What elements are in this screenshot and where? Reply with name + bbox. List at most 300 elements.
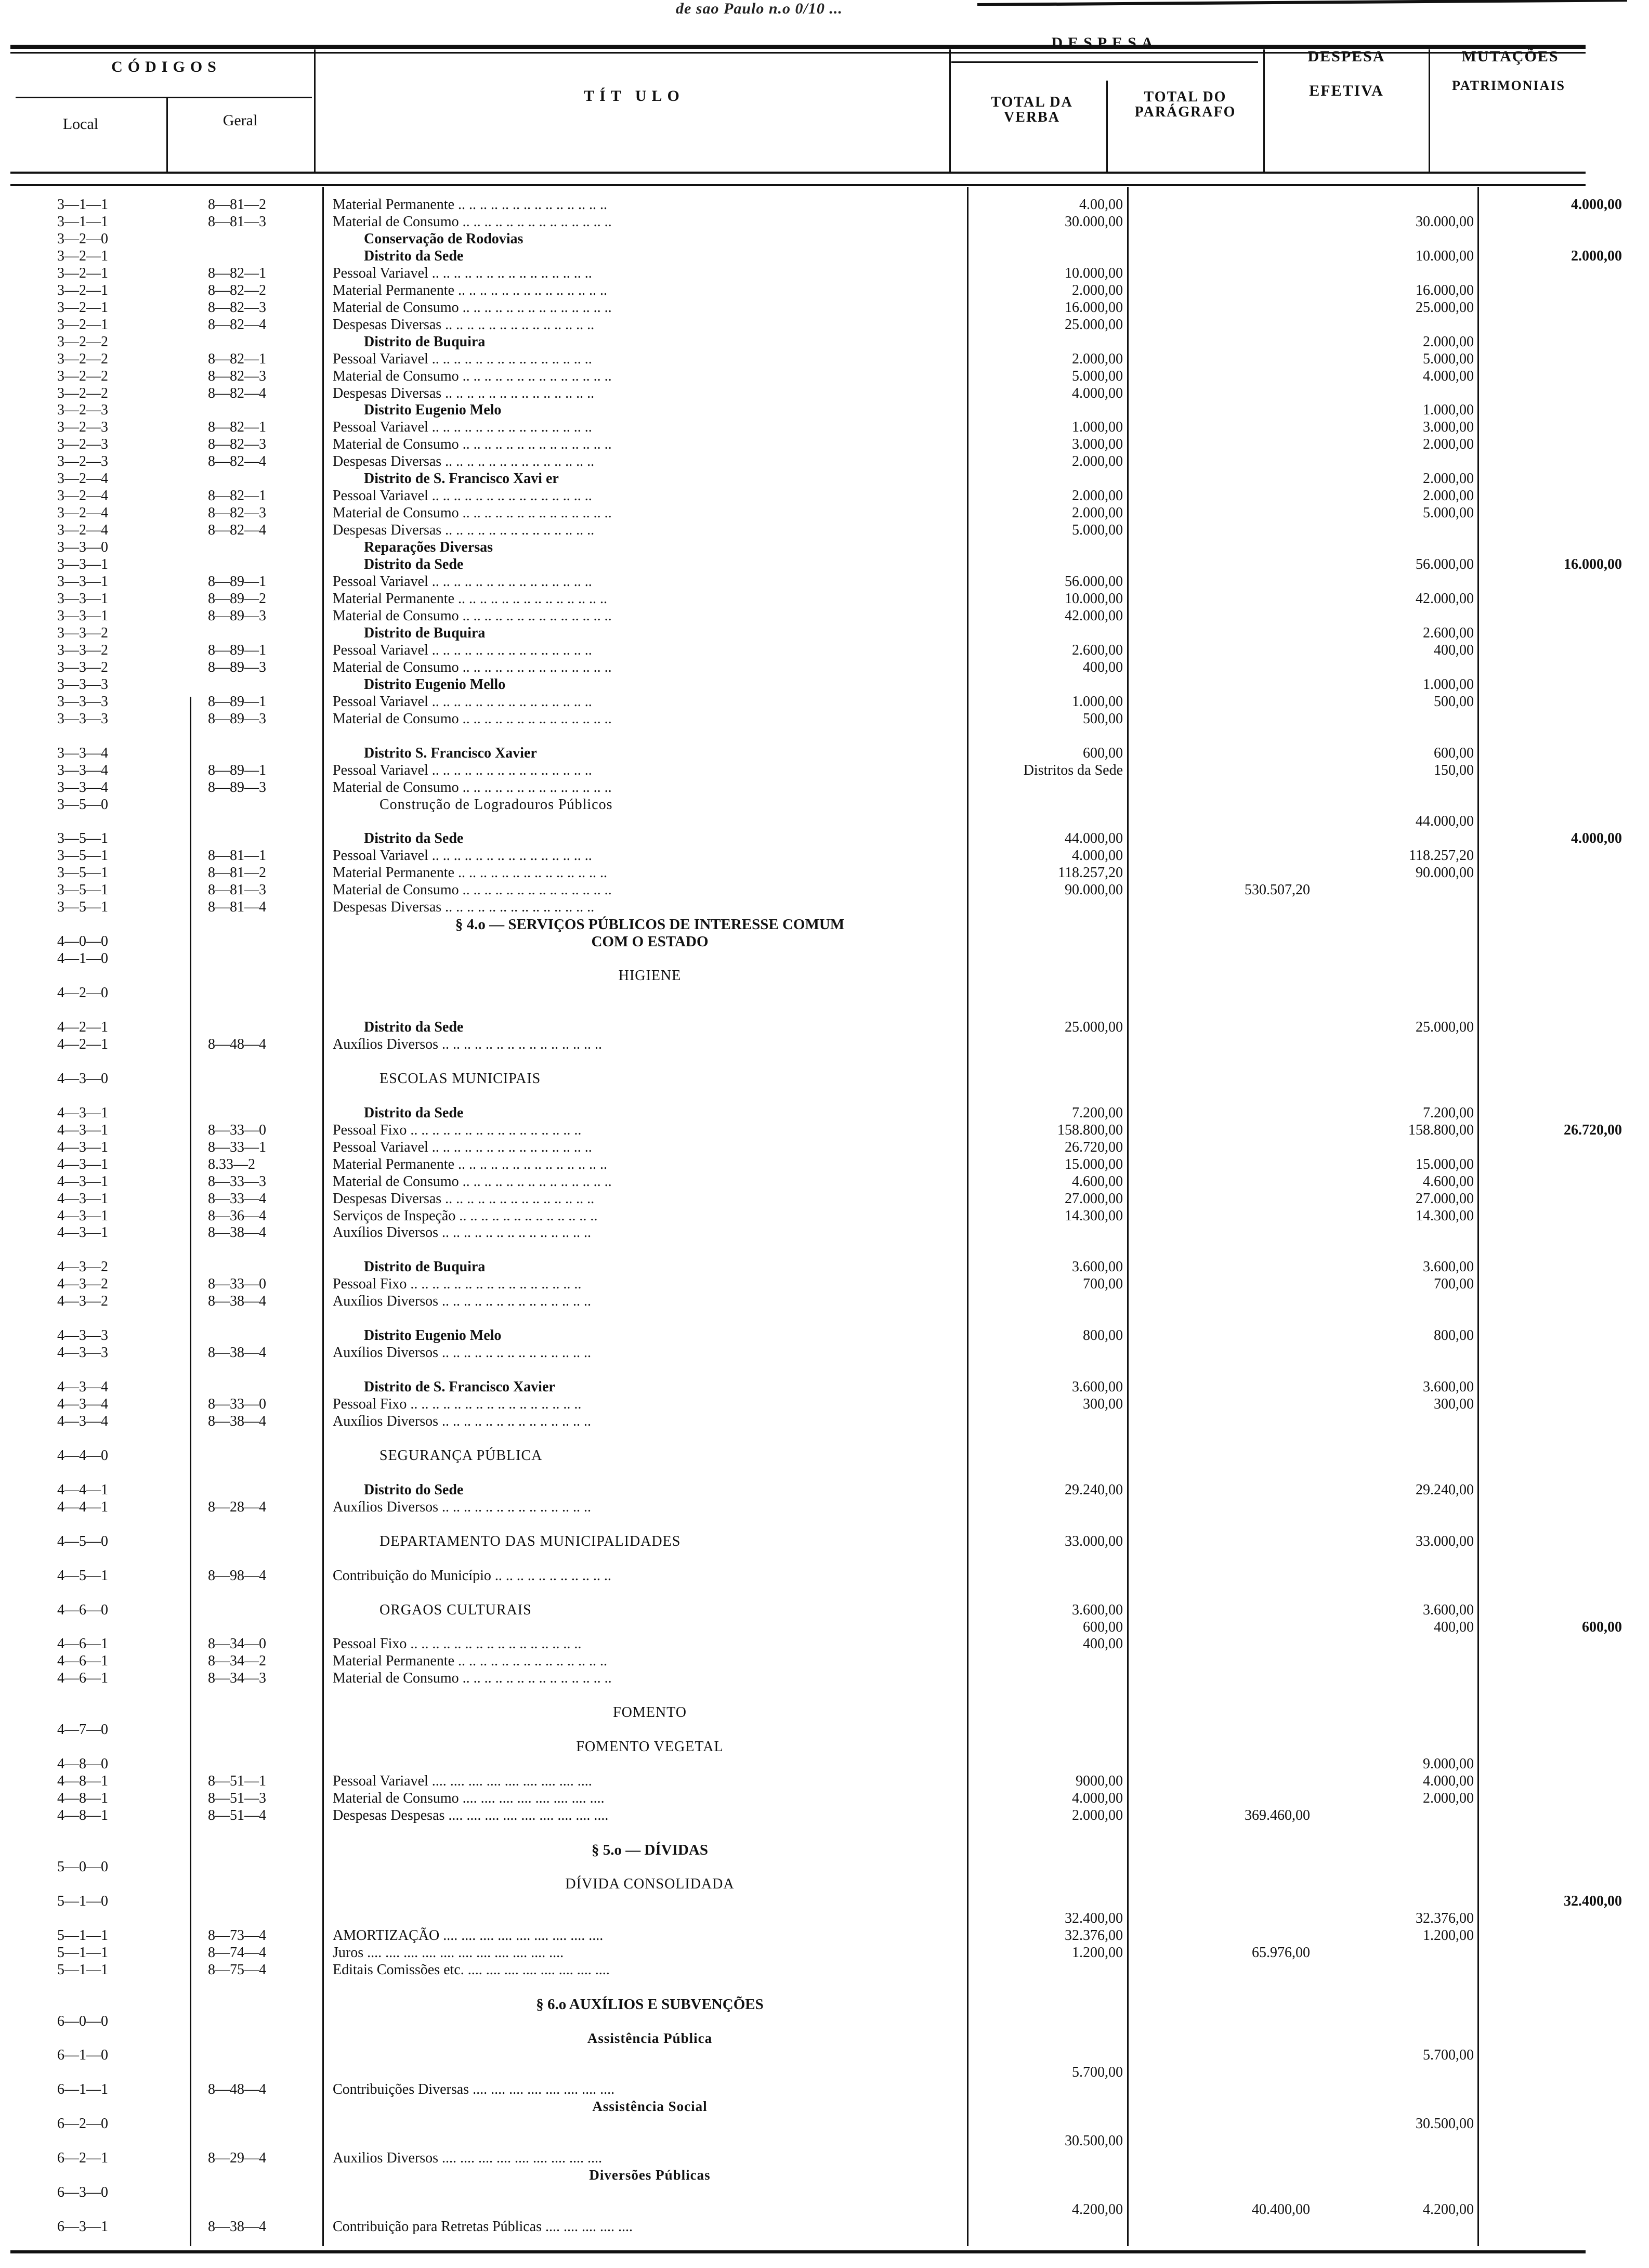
code-local: 3—2—1 <box>57 265 108 281</box>
row-title: FOMENTO <box>613 1704 687 1720</box>
code-local: 5—1—0 <box>57 1893 108 1909</box>
row-title: Distrito da Sede <box>364 556 464 572</box>
row-title: Auxílios Diversos .. .. .. .. .. .. .. .. .. .. .. .. .. .. .. <box>333 1036 602 1052</box>
code-geral: 8—89—3 <box>208 779 266 796</box>
row-title: Material de Consumo .. .. .. .. .. .. .. .. .. .. .. .. .. .. <box>333 368 612 384</box>
code-local: 4—3—1 <box>57 1122 108 1138</box>
code-local: 4—3—1 <box>57 1105 108 1121</box>
row-title: COM O ESTADO <box>591 933 709 950</box>
value-total-verba: 5.000,00 <box>1072 522 1123 538</box>
code-geral: 8—89—3 <box>208 659 266 675</box>
value-total-verba: 2.000,00 <box>1072 282 1123 298</box>
code-local: 6—2—1 <box>57 2150 108 2166</box>
row-title: Material de Consumo .. .. .. .. .. .. .. .. .. .. .. .. .. .. <box>333 299 612 316</box>
code-geral: 8—81—2 <box>208 865 266 881</box>
top-caption: de sao Paulo n.o 0/10 ... <box>676 0 843 17</box>
code-local: 3—2—3 <box>57 402 108 418</box>
body-vline-title-left <box>322 187 324 2246</box>
code-local: 5—1—1 <box>57 1927 108 1944</box>
code-local: 4—6—1 <box>57 1653 108 1669</box>
code-local: 6—3—1 <box>57 2219 108 2235</box>
body-vline-verba <box>967 187 969 2246</box>
row-title: Pessoal Variavel .. .. .. .. .. .. .. .. .. .. .. .. .. .. .. <box>333 762 592 778</box>
code-local: 6—1—0 <box>57 2047 108 2063</box>
value-total-verba: 32.376,00 <box>1065 1927 1123 1944</box>
despesa-underline <box>951 61 1258 63</box>
code-local: 4—8—0 <box>57 1756 108 1772</box>
code-geral: 8—89—3 <box>208 608 266 624</box>
code-geral: 8—89—1 <box>208 762 266 778</box>
row-title: Distrito da Sede <box>364 1019 464 1035</box>
value-mutacoes-patrimoniais: 600,00 <box>1582 1619 1622 1635</box>
row-title: ESCOLAS MUNICIPAIS <box>379 1071 541 1087</box>
code-local: 3—2—4 <box>57 471 108 487</box>
value-total-verba: 118.257,20 <box>1058 865 1123 881</box>
row-title: Pessoal Variavel .. .. .. .. .. .. .. .. .. .. .. .. .. .. .. <box>333 573 592 590</box>
value-total-verba: 44.000,00 <box>1065 830 1123 846</box>
value-despesa-efetiva: 25.000,00 <box>1416 299 1474 316</box>
code-local: 4—0—0 <box>57 933 108 949</box>
value-despesa-efetiva: 90.000,00 <box>1416 865 1474 881</box>
row-title: Pessoal Variavel .. .. .. .. .. .. .. .. .. .. .. .. .. .. .. <box>333 848 592 864</box>
row-title: Material de Consumo .. .. .. .. .. .. .. .. .. .. .. .. .. .. <box>333 1670 612 1686</box>
value-despesa-efetiva: 2.000,00 <box>1423 471 1474 487</box>
code-local: 4—4—1 <box>57 1482 108 1498</box>
row-title: Material de Consumo .. .. .. .. .. .. .. .. .. .. .. .. .. .. <box>333 1174 612 1190</box>
row-title: Pessoal Variavel .... .... .... .... .... .... .... .... .... <box>333 1773 592 1789</box>
header-geral: Geral <box>223 112 258 129</box>
code-local: 4—3—4 <box>57 1396 108 1412</box>
value-despesa-efetiva: 4.200,00 <box>1423 2201 1474 2218</box>
value-despesa-efetiva: 600,00 <box>1434 745 1474 761</box>
code-geral: 8—38—4 <box>208 1345 266 1361</box>
value-despesa-efetiva: 15.000,00 <box>1416 1156 1474 1172</box>
value-despesa-efetiva: 2.000,00 <box>1423 334 1474 350</box>
value-total-verba: 3.600,00 <box>1072 1379 1123 1395</box>
value-total-verba: 3.000,00 <box>1072 436 1123 452</box>
row-title: Pessoal Variavel .. .. .. .. .. .. .. .. .. .. .. .. .. .. .. <box>333 694 592 710</box>
code-geral: 8—89—2 <box>208 591 266 607</box>
value-despesa-efetiva: 3.600,00 <box>1423 1602 1474 1618</box>
value-total-verba: 4.000,00 <box>1072 848 1123 864</box>
value-total-verba: 158.800,00 <box>1057 1122 1123 1138</box>
header-vline-5 <box>1263 49 1265 172</box>
value-total-verba: 2.000,00 <box>1072 453 1123 470</box>
value-despesa-efetiva: 2.000,00 <box>1423 436 1474 452</box>
value-total-verba: 400,00 <box>1083 659 1123 675</box>
row-title: Auxílios Diversos .. .. .. .. .. .. .. .. .. .. .. .. .. .. <box>333 1345 591 1361</box>
code-local: 3—2—2 <box>57 368 108 384</box>
code-geral: 8—38—4 <box>208 1293 266 1309</box>
row-title: Material de Consumo .. .. .. .. .. .. .. .. .. .. .. .. .. .. <box>333 882 612 898</box>
value-total-verba: 4.000,00 <box>1072 385 1123 401</box>
page-bottom-rule <box>10 2250 1586 2253</box>
row-title: DÍVIDA CONSOLIDADA <box>565 1876 735 1892</box>
value-mutacoes-patrimoniais: 26.720,00 <box>1564 1122 1622 1138</box>
top-rule <box>977 0 1627 6</box>
row-title: Auxilios Diversos .... .... .... .... .... .... .... .... .... <box>333 2150 602 2166</box>
codigos-underline <box>16 97 312 98</box>
value-despesa-efetiva: 44.000,00 <box>1416 813 1474 829</box>
row-title: Material de Consumo .. .. .. .. .. .. .. .. .. .. .. .. .. .. <box>333 608 612 624</box>
code-geral: 8—33—0 <box>208 1122 266 1138</box>
row-title: Despesas Diversas .. .. .. .. .. .. .. .. .. .. .. .. .. .. <box>333 899 595 915</box>
row-title: Pessoal Fixo .. .. .. .. .. .. .. .. .. .. .. .. .. .. .. .. <box>333 1276 582 1292</box>
code-local: 4—3—3 <box>57 1327 108 1344</box>
value-total-verba: 1.000,00 <box>1072 694 1123 710</box>
value-total-verba: 33.000,00 <box>1065 1533 1123 1549</box>
code-local: 3—2—0 <box>57 231 108 247</box>
code-geral: 8—89—1 <box>208 573 266 590</box>
code-local: 4—5—0 <box>57 1533 108 1549</box>
header-mutacoes-2: PATRIMONIAIS <box>1451 78 1566 93</box>
value-total-verba: 32.400,00 <box>1065 1910 1123 1926</box>
code-local: 3—1—1 <box>57 214 108 230</box>
code-local: 4—1—0 <box>57 950 108 967</box>
row-title: Material Permanente .. .. .. .. .. .. .. .. .. .. .. .. .. .. <box>333 1156 608 1172</box>
value-total-verba: 30.500,00 <box>1065 2133 1123 2149</box>
row-title: Pessoal Variavel .. .. .. .. .. .. .. .. .. .. .. .. .. .. .. <box>333 642 592 658</box>
value-despesa-efetiva: 5.000,00 <box>1423 351 1474 367</box>
code-local: 3—3—4 <box>57 779 108 796</box>
value-total-paragrafo: 530.507,20 <box>1245 882 1310 898</box>
value-total-verba: 300,00 <box>1083 1396 1123 1412</box>
code-local: 4—6—0 <box>57 1602 108 1618</box>
row-title: Distrito do Sede <box>364 1482 464 1498</box>
row-title: Material de Consumo .. .. .. .. .. .. .. .. .. .. .. .. .. .. <box>333 711 612 727</box>
code-local: 5—1—1 <box>57 1945 108 1961</box>
row-title: Material Permanente .. .. .. .. .. .. .. .. .. .. .. .. .. .. <box>333 865 608 881</box>
value-total-verba: 42.000,00 <box>1065 608 1123 624</box>
row-title: Construção de Logradouros Públicos <box>379 797 613 813</box>
header-vline-2 <box>314 49 316 172</box>
code-geral: 8—29—4 <box>208 2150 266 2166</box>
row-title: Despesas Despesas .... .... .... .... .... .... .... .... .... <box>333 1807 609 1823</box>
value-mutacoes-patrimoniais: 32.400,00 <box>1564 1893 1622 1909</box>
row-title: Assistência Pública <box>587 2030 713 2046</box>
header-mutacoes-1: MUTAÇÕES <box>1461 48 1559 65</box>
code-local: 4—3—1 <box>57 1174 108 1190</box>
row-title: Assistência Social <box>592 2098 708 2114</box>
value-despesa-efetiva: 3.600,00 <box>1423 1379 1474 1395</box>
value-total-verba: 15.000,00 <box>1065 1156 1123 1172</box>
code-local: 3—3—3 <box>57 676 108 693</box>
row-title: ORGAOS CULTURAIS <box>379 1602 532 1618</box>
code-local: 3—3—3 <box>57 711 108 727</box>
row-title: Distrito da Sede <box>364 1105 464 1121</box>
value-total-verba: 30.000,00 <box>1065 214 1123 230</box>
value-total-paragrafo: 369.460,00 <box>1245 1807 1310 1823</box>
row-title: Material de Consumo .. .. .. .. .. .. .. .. .. .. .. .. .. .. <box>333 659 612 675</box>
code-geral: 8—36—4 <box>208 1208 266 1224</box>
code-local: 4—3—1 <box>57 1224 108 1241</box>
value-despesa-efetiva: 2.600,00 <box>1423 625 1474 641</box>
code-geral: 8—51—1 <box>208 1773 266 1789</box>
header-vline-3 <box>949 49 951 172</box>
row-title: Pessoal Fixo .. .. .. .. .. .. .. .. .. .. .. .. .. .. .. .. <box>333 1396 582 1412</box>
code-local: 3—5—1 <box>57 848 108 864</box>
row-title: AMORTIZAÇÃO .... .... .... .... .... .... .... .... .... <box>333 1927 604 1944</box>
code-geral: 8—82—1 <box>208 351 266 367</box>
value-despesa-efetiva: 25.000,00 <box>1416 1019 1474 1035</box>
code-local: 4—3—4 <box>57 1379 108 1395</box>
code-geral: 8—51—4 <box>208 1807 266 1823</box>
code-geral: 8—51—3 <box>208 1790 266 1806</box>
header-despesa: DESPESA <box>1051 34 1158 51</box>
row-title: Contribuição do Município .. .. .. .. .. .. .. .. .. .. .. <box>333 1568 611 1584</box>
value-despesa-efetiva: 30.500,00 <box>1416 2116 1474 2132</box>
code-geral: 8—33—0 <box>208 1276 266 1292</box>
code-local: 3—2—3 <box>57 419 108 435</box>
code-local: 4—3—1 <box>57 1156 108 1172</box>
value-despesa-efetiva: 30.000,00 <box>1416 214 1474 230</box>
code-local: 3—3—2 <box>57 625 108 641</box>
value-total-verba: 25.000,00 <box>1065 1019 1123 1035</box>
code-local: 4—8—1 <box>57 1773 108 1789</box>
code-local: 4—3—2 <box>57 1276 108 1292</box>
code-geral: 8—89—1 <box>208 694 266 710</box>
row-title: DEPARTAMENTO DAS MUNICIPALIDADES <box>379 1533 681 1549</box>
row-title: Editais Comissões etc. .... .... .... .... .... .... .... .... <box>333 1962 610 1978</box>
value-total-verba: 4.200,00 <box>1072 2201 1123 2218</box>
code-local: 3—2—4 <box>57 522 108 538</box>
code-geral: 8—33—4 <box>208 1191 266 1207</box>
header-codigos: CÓDIGOS <box>111 58 221 75</box>
code-local: 3—2—3 <box>57 453 108 470</box>
code-local: 4—3—1 <box>57 1208 108 1224</box>
code-geral: 8—33—1 <box>208 1139 266 1155</box>
code-local: 4—2—1 <box>57 1019 108 1035</box>
value-despesa-efetiva: 10.000,00 <box>1416 248 1474 264</box>
code-geral: 8—34—2 <box>208 1653 266 1669</box>
value-total-verba: 90.000,00 <box>1065 882 1123 898</box>
code-geral: 8—73—4 <box>208 1927 266 1944</box>
value-total-verba: 10.000,00 <box>1065 591 1123 607</box>
value-total-verba: 27.000,00 <box>1065 1191 1123 1207</box>
row-title: Distrito Eugenio Melo <box>364 402 502 418</box>
code-geral: 8—38—4 <box>208 2219 266 2235</box>
code-local: 3—2—4 <box>57 488 108 504</box>
code-geral: 8—33—3 <box>208 1174 266 1190</box>
value-total-verba: 600,00 <box>1083 745 1123 761</box>
value-total-verba: 2.000,00 <box>1072 351 1123 367</box>
value-despesa-efetiva: 42.000,00 <box>1416 591 1474 607</box>
value-total-verba: 3.600,00 <box>1072 1259 1123 1275</box>
value-despesa-efetiva: 16.000,00 <box>1416 282 1474 298</box>
row-title: Diversões Públicas <box>589 2167 711 2183</box>
row-title: Material Permanente .. .. .. .. .. .. .. .. .. .. .. .. .. .. <box>333 1653 608 1669</box>
code-local: 6—0—0 <box>57 2013 108 2029</box>
row-title: Reparações Diversas <box>364 539 493 555</box>
row-title: Auxílios Diversos .. .. .. .. .. .. .. .. .. .. .. .. .. .. <box>333 1413 591 1429</box>
code-local: 4—2—1 <box>57 1036 108 1052</box>
row-title: Distrito S. Francisco Xavier <box>364 745 537 761</box>
value-total-verba: 700,00 <box>1083 1276 1123 1292</box>
body-vline-geral <box>190 697 191 2246</box>
header-vline-1 <box>166 97 168 172</box>
code-local: 3—2—1 <box>57 317 108 333</box>
value-despesa-efetiva: 2.000,00 <box>1423 1790 1474 1806</box>
code-local: 3—5—1 <box>57 865 108 881</box>
code-local: 3—2—2 <box>57 351 108 367</box>
value-total-verba: Distritos da Sede <box>1023 762 1123 778</box>
code-geral: 8—81—3 <box>208 882 266 898</box>
code-local: 3—3—1 <box>57 556 108 572</box>
row-title: Despesas Diversas .. .. .. .. .. .. .. .. .. .. .. .. .. .. <box>333 1191 595 1207</box>
value-despesa-efetiva: 700,00 <box>1434 1276 1474 1292</box>
value-total-verba: 26.720,00 <box>1065 1139 1123 1155</box>
code-local: 4—3—1 <box>57 1139 108 1155</box>
row-title: Pessoal Fixo .. .. .. .. .. .. .. .. .. .. .. .. .. .. .. .. <box>333 1122 582 1138</box>
row-title: Despesas Diversas .. .. .. .. .. .. .. .. .. .. .. .. .. .. <box>333 522 595 538</box>
code-geral: 8—38—4 <box>208 1413 266 1429</box>
body-vline-parag <box>1127 187 1129 2246</box>
value-despesa-efetiva: 500,00 <box>1434 694 1474 710</box>
code-geral: 8—81—2 <box>208 197 266 213</box>
body-top-rule <box>10 184 1586 186</box>
value-total-verba: 2.600,00 <box>1072 642 1123 658</box>
header-local: Local <box>62 115 99 133</box>
code-local: 6—1—1 <box>57 2081 108 2097</box>
row-title: Auxílios Diversos .. .. .. .. .. .. .. .. .. .. .. .. .. .. <box>333 1224 591 1241</box>
code-local: 3—1—1 <box>57 197 108 213</box>
row-title: Pessoal Variavel .. .. .. .. .. .. .. .. .. .. .. .. .. .. .. <box>333 265 592 281</box>
code-geral: 8—98—4 <box>208 1568 266 1584</box>
code-local: 3—3—0 <box>57 539 108 555</box>
code-local: 3—5—1 <box>57 830 108 846</box>
value-total-verba: 4.00,00 <box>1079 197 1123 213</box>
row-title: Material de Consumo .. .. .. .. .. .. .. .. .. .. .. .. .. .. <box>333 505 612 521</box>
row-title: FOMENTO VEGETAL <box>576 1739 724 1755</box>
code-geral: 8—33—0 <box>208 1396 266 1412</box>
value-despesa-efetiva: 4.600,00 <box>1423 1174 1474 1190</box>
value-mutacoes-patrimoniais: 4.000,00 <box>1571 197 1622 213</box>
value-despesa-efetiva: 400,00 <box>1434 1619 1474 1635</box>
row-title: § 4.o — SERVIÇOS PÚBLICOS DE INTERESSE COMUM <box>455 916 845 933</box>
value-total-verba: 800,00 <box>1083 1327 1123 1344</box>
header-despesa-efetiva-2: EFETIVA <box>1309 82 1384 99</box>
value-despesa-efetiva: 150,00 <box>1434 762 1474 778</box>
code-local: 3—5—0 <box>57 797 108 813</box>
code-local: 4—3—0 <box>57 1071 108 1087</box>
code-geral: 8—89—3 <box>208 711 266 727</box>
body-vline-efet <box>1477 187 1479 2246</box>
value-despesa-efetiva: 158.800,00 <box>1408 1122 1474 1138</box>
row-title: Conservação de Rodovias <box>364 231 524 247</box>
row-title: Material de Consumo .. .. .. .. .. .. .. .. .. .. .. .. .. .. <box>333 436 612 452</box>
row-title: Pessoal Variavel .. .. .. .. .. .. .. .. .. .. .. .. .. .. .. <box>333 351 592 367</box>
row-title: § 6.o AUXÍLIOS E SUBVENÇÕES <box>536 1996 764 2013</box>
value-total-verba: 1.200,00 <box>1072 1945 1123 1961</box>
code-geral: 8—82—4 <box>208 385 266 401</box>
value-total-verba: 5.700,00 <box>1072 2064 1123 2080</box>
row-title: Contribuição para Retretas Públicas .... .... .... .... .... <box>333 2219 633 2235</box>
row-title: Auxílios Diversos .. .. .. .. .. .. .. .. .. .. .. .. .. .. <box>333 1499 591 1515</box>
row-title: Distrito da Sede <box>364 248 464 264</box>
row-title: Material de Consumo .. .. .. .. .. .. .. .. .. .. .. .. .. .. <box>333 214 612 230</box>
code-local: 3—2—2 <box>57 385 108 401</box>
code-local: 3—3—1 <box>57 573 108 590</box>
value-total-verba: 600,00 <box>1083 1619 1123 1635</box>
code-geral: 8—81—3 <box>208 214 266 230</box>
code-geral: 8—48—4 <box>208 1036 266 1052</box>
row-title: HIGIENE <box>618 968 682 984</box>
row-title: Pessoal Variavel .. .. .. .. .. .. .. .. .. .. .. .. .. .. .. <box>333 419 592 435</box>
value-despesa-efetiva: 1.000,00 <box>1423 402 1474 418</box>
row-title: Contribuições Diversas .... .... .... .... .... .... .... .... <box>333 2081 615 2097</box>
code-local: 3—3—3 <box>57 694 108 710</box>
value-total-verba: 14.300,00 <box>1065 1208 1123 1224</box>
value-total-verba: 9000,00 <box>1076 1773 1123 1789</box>
value-total-verba: 56.000,00 <box>1065 573 1123 590</box>
row-title: Distrito de Buquira <box>364 334 486 350</box>
value-total-verba: 25.000,00 <box>1065 317 1123 333</box>
row-title: Despesas Diversas .. .. .. .. .. .. .. .. .. .. .. .. .. .. <box>333 453 595 470</box>
row-title: Material Permanente .. .. .. .. .. .. .. .. .. .. .. .. .. .. <box>333 197 608 213</box>
code-local: 3—3—4 <box>57 745 108 761</box>
code-local: 4—3—2 <box>57 1293 108 1309</box>
value-despesa-efetiva: 29.240,00 <box>1416 1482 1474 1498</box>
value-despesa-efetiva: 3.600,00 <box>1423 1259 1474 1275</box>
code-local: 3—2—1 <box>57 299 108 316</box>
value-total-verba: 16.000,00 <box>1065 299 1123 316</box>
value-mutacoes-patrimoniais: 16.000,00 <box>1564 556 1622 572</box>
row-title: Distrito de Buquira <box>364 625 486 641</box>
code-geral: 8—82—3 <box>208 368 266 384</box>
value-despesa-efetiva: 56.000,00 <box>1416 556 1474 572</box>
value-total-paragrafo: 65.976,00 <box>1252 1945 1310 1961</box>
code-local: 6—3—0 <box>57 2184 108 2200</box>
code-local: 3—2—1 <box>57 282 108 298</box>
code-local: 4—4—1 <box>57 1499 108 1515</box>
code-geral: 8—89—1 <box>208 642 266 658</box>
value-total-verba: 500,00 <box>1083 711 1123 727</box>
code-local: 3—5—1 <box>57 899 108 915</box>
code-geral: 8—48—4 <box>208 2081 266 2097</box>
code-local: 4—3—3 <box>57 1345 108 1361</box>
code-local: 4—8—1 <box>57 1807 108 1823</box>
header-total-verba: TOTAL DA VERBA <box>991 94 1073 126</box>
value-despesa-efetiva: 14.300,00 <box>1416 1208 1474 1224</box>
code-geral: 8—82—1 <box>208 419 266 435</box>
code-geral: 8—82—1 <box>208 488 266 504</box>
row-title: § 5.o — DÍVIDAS <box>592 1842 708 1858</box>
header-vline-4 <box>1106 81 1108 172</box>
row-title: Distrito Eugenio Melo <box>364 1327 502 1344</box>
row-title: Pessoal Variavel .. .. .. .. .. .. .. .. .. .. .. .. .. .. .. <box>333 1139 592 1155</box>
value-despesa-efetiva: 118.257,20 <box>1409 848 1474 864</box>
value-total-verba: 2.000,00 <box>1072 1807 1123 1823</box>
code-geral: 8—34—0 <box>208 1636 266 1652</box>
row-title: SEGURANÇA PÚBLICA <box>379 1448 543 1464</box>
value-total-verba: 7.200,00 <box>1072 1105 1123 1121</box>
row-title: Juros .... .... .... .... .... .... .... .... .... .... .... <box>333 1945 564 1961</box>
value-despesa-efetiva: 3.000,00 <box>1423 419 1474 435</box>
row-title: Material Permanente .. .. .. .. .. .. .. .. .. .. .. .. .. .. <box>333 282 608 298</box>
code-local: 4—6—1 <box>57 1636 108 1652</box>
code-local: 5—0—0 <box>57 1859 108 1875</box>
code-local: 4—6—1 <box>57 1670 108 1686</box>
code-local: 4—5—1 <box>57 1568 108 1584</box>
row-title: Distrito de Buquira <box>364 1259 486 1275</box>
code-local: 4—3—2 <box>57 1259 108 1275</box>
code-local: 3—3—1 <box>57 591 108 607</box>
code-local: 4—3—4 <box>57 1413 108 1429</box>
value-despesa-efetiva: 9.000,00 <box>1423 1756 1474 1772</box>
value-total-verba: 400,00 <box>1083 1636 1123 1652</box>
code-geral: 8—28—4 <box>208 1499 266 1515</box>
header-despesa-efetiva-1: DESPESA <box>1307 48 1385 65</box>
